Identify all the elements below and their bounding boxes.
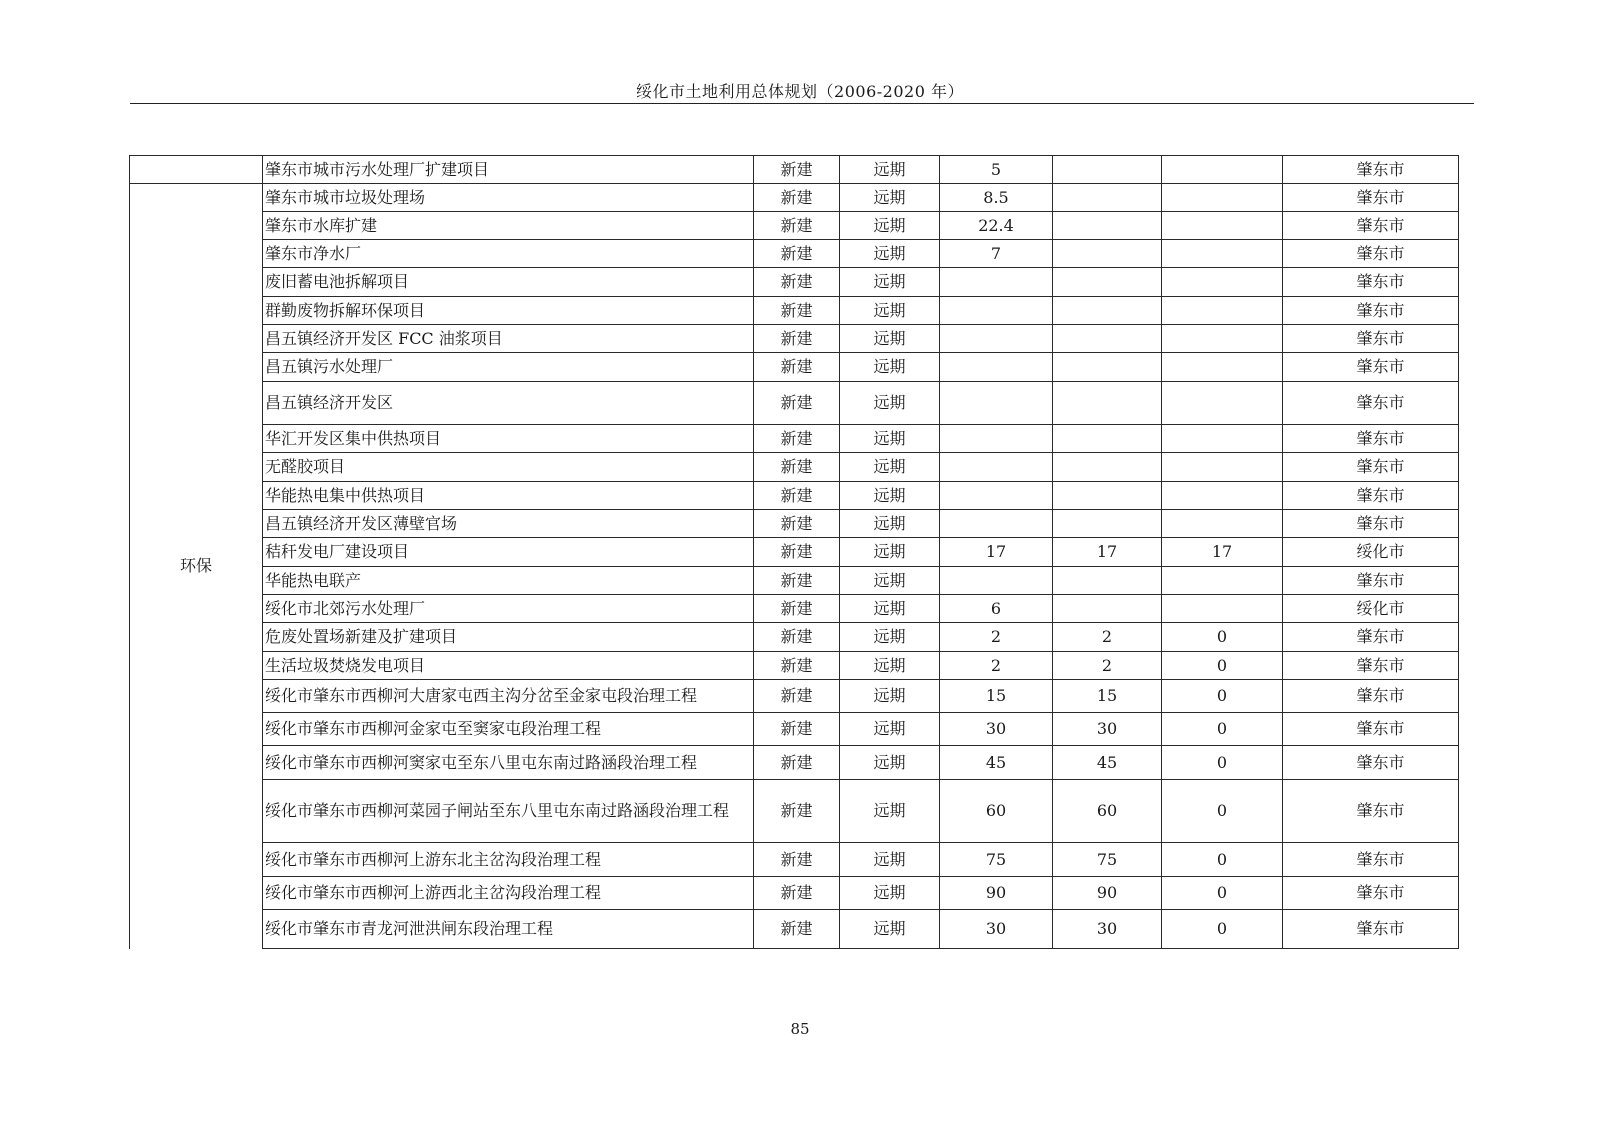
location-cell: 肇东市 [1283, 623, 1459, 652]
project-name-cell: 危废处置场新建及扩建项目 [263, 623, 754, 652]
project-name-cell: 绥化市肇东市西柳河大唐家屯西主沟分岔至金家屯段治理工程 [263, 680, 754, 713]
value1-cell [940, 510, 1053, 538]
value1-cell [940, 382, 1053, 425]
value1-cell: 90 [940, 877, 1053, 910]
value3-cell [1162, 156, 1283, 184]
project-name-cell: 华能热电联产 [263, 567, 754, 595]
location-cell: 肇东市 [1283, 780, 1459, 843]
location-cell: 肇东市 [1283, 212, 1459, 240]
value3-cell [1162, 353, 1283, 382]
value3-cell [1162, 325, 1283, 353]
period-cell: 远期 [840, 268, 940, 297]
construction-type-cell: 新建 [754, 240, 840, 268]
value3-cell [1162, 595, 1283, 623]
table-row [130, 538, 1459, 567]
construction-type-cell: 新建 [754, 843, 840, 877]
table-row [130, 680, 1459, 713]
value2-cell [1053, 595, 1162, 623]
project-name-cell: 昌五镇经济开发区 FCC 油浆项目 [263, 325, 754, 353]
period-cell: 远期 [840, 623, 940, 652]
value1-cell: 30 [940, 910, 1053, 949]
period-cell: 远期 [840, 156, 940, 184]
project-name-cell: 昌五镇经济开发区 [263, 382, 754, 425]
location-cell: 肇东市 [1283, 680, 1459, 713]
value3-cell [1162, 482, 1283, 510]
value2-cell [1053, 567, 1162, 595]
value1-cell: 2 [940, 623, 1053, 652]
value3-cell: 0 [1162, 843, 1283, 877]
value1-cell [940, 297, 1053, 325]
table-row [130, 877, 1459, 910]
location-cell: 肇东市 [1283, 567, 1459, 595]
period-cell: 远期 [840, 567, 940, 595]
construction-type-cell: 新建 [754, 482, 840, 510]
location-cell: 肇东市 [1283, 453, 1459, 482]
value1-cell [940, 567, 1053, 595]
construction-type-cell: 新建 [754, 877, 840, 910]
value1-cell: 7 [940, 240, 1053, 268]
value2-cell: 15 [1053, 680, 1162, 713]
value3-cell: 0 [1162, 780, 1283, 843]
project-name-cell: 群勤废物拆解环保项目 [263, 297, 754, 325]
table-row [130, 240, 1459, 268]
page-number: 85 [790, 1020, 810, 1038]
value2-cell: 45 [1053, 746, 1162, 780]
value1-cell: 5 [940, 156, 1053, 184]
header-rule [130, 103, 1474, 104]
period-cell: 远期 [840, 382, 940, 425]
table-body [130, 156, 1459, 949]
project-name-cell: 绥化市肇东市西柳河上游西北主岔沟段治理工程 [263, 877, 754, 910]
project-name-cell: 肇东市净水厂 [263, 240, 754, 268]
value1-cell: 45 [940, 746, 1053, 780]
location-cell: 肇东市 [1283, 325, 1459, 353]
table-row [130, 184, 1459, 212]
table-row [130, 910, 1459, 949]
construction-type-cell: 新建 [754, 713, 840, 746]
project-name-cell: 绥化市北郊污水处理厂 [263, 595, 754, 623]
value3-cell [1162, 268, 1283, 297]
location-cell: 绥化市 [1283, 538, 1459, 567]
value3-cell [1162, 425, 1283, 453]
project-name-cell: 华能热电集中供热项目 [263, 482, 754, 510]
value3-cell: 0 [1162, 910, 1283, 949]
value1-cell: 75 [940, 843, 1053, 877]
project-name-cell: 绥化市肇东市西柳河上游东北主岔沟段治理工程 [263, 843, 754, 877]
location-cell: 肇东市 [1283, 240, 1459, 268]
project-name-cell: 肇东市城市垃圾处理场 [263, 184, 754, 212]
construction-type-cell: 新建 [754, 910, 840, 949]
value2-cell [1053, 425, 1162, 453]
period-cell: 远期 [840, 910, 940, 949]
value3-cell: 17 [1162, 538, 1283, 567]
table-row [130, 780, 1459, 843]
project-name-cell: 肇东市水库扩建 [263, 212, 754, 240]
value3-cell [1162, 382, 1283, 425]
location-cell: 肇东市 [1283, 382, 1459, 425]
location-cell: 肇东市 [1283, 843, 1459, 877]
construction-type-cell: 新建 [754, 425, 840, 453]
construction-type-cell: 新建 [754, 595, 840, 623]
table-row [130, 297, 1459, 325]
value3-cell: 0 [1162, 623, 1283, 652]
period-cell: 远期 [840, 212, 940, 240]
value3-cell [1162, 297, 1283, 325]
value2-cell: 30 [1053, 910, 1162, 949]
table-row [130, 353, 1459, 382]
construction-type-cell: 新建 [754, 567, 840, 595]
location-cell: 肇东市 [1283, 746, 1459, 780]
project-name-cell: 绥化市肇东市西柳河金家屯至窦家屯段治理工程 [263, 713, 754, 746]
page-header-title: 绥化市土地利用总体规划（2006-2020 年） [636, 82, 964, 101]
location-cell: 肇东市 [1283, 184, 1459, 212]
construction-type-cell: 新建 [754, 268, 840, 297]
table-row [130, 425, 1459, 453]
value3-cell: 0 [1162, 877, 1283, 910]
value3-cell [1162, 240, 1283, 268]
period-cell: 远期 [840, 425, 940, 453]
value3-cell [1162, 184, 1283, 212]
construction-type-cell: 新建 [754, 184, 840, 212]
value1-cell: 2 [940, 652, 1053, 680]
project-name-cell: 废旧蓄电池拆解项目 [263, 268, 754, 297]
value1-cell [940, 268, 1053, 297]
value2-cell [1053, 156, 1162, 184]
location-cell: 肇东市 [1283, 652, 1459, 680]
value2-cell: 2 [1053, 652, 1162, 680]
value2-cell: 2 [1053, 623, 1162, 652]
project-name-cell: 昌五镇污水处理厂 [263, 353, 754, 382]
period-cell: 远期 [840, 652, 940, 680]
construction-type-cell: 新建 [754, 297, 840, 325]
table-row [130, 713, 1459, 746]
project-name-cell: 肇东市城市污水处理厂扩建项目 [263, 156, 754, 184]
value1-cell: 6 [940, 595, 1053, 623]
period-cell: 远期 [840, 780, 940, 843]
value2-cell [1053, 482, 1162, 510]
value1-cell: 8.5 [940, 184, 1053, 212]
table-row [130, 482, 1459, 510]
period-cell: 远期 [840, 297, 940, 325]
value1-cell [940, 453, 1053, 482]
value3-cell [1162, 567, 1283, 595]
value2-cell: 17 [1053, 538, 1162, 567]
category-cell-empty [130, 156, 263, 184]
value1-cell [940, 425, 1053, 453]
construction-type-cell: 新建 [754, 453, 840, 482]
value2-cell [1053, 453, 1162, 482]
value2-cell [1053, 382, 1162, 425]
value2-cell [1053, 325, 1162, 353]
construction-type-cell: 新建 [754, 156, 840, 184]
location-cell: 肇东市 [1283, 482, 1459, 510]
project-name-cell: 秸秆发电厂建设项目 [263, 538, 754, 567]
project-name-cell: 华汇开发区集中供热项目 [263, 425, 754, 453]
table-row [130, 156, 1459, 184]
value2-cell: 90 [1053, 877, 1162, 910]
value2-cell [1053, 268, 1162, 297]
table-row [130, 652, 1459, 680]
period-cell: 远期 [840, 453, 940, 482]
value3-cell [1162, 510, 1283, 538]
table-row [130, 746, 1459, 780]
construction-type-cell: 新建 [754, 325, 840, 353]
value3-cell: 0 [1162, 746, 1283, 780]
period-cell: 远期 [840, 746, 940, 780]
period-cell: 远期 [840, 538, 940, 567]
value1-cell: 17 [940, 538, 1053, 567]
value2-cell [1053, 184, 1162, 212]
location-cell: 肇东市 [1283, 713, 1459, 746]
value3-cell: 0 [1162, 713, 1283, 746]
location-cell: 肇东市 [1283, 910, 1459, 949]
period-cell: 远期 [840, 482, 940, 510]
location-cell: 肇东市 [1283, 297, 1459, 325]
period-cell: 远期 [840, 877, 940, 910]
value1-cell [940, 325, 1053, 353]
period-cell: 远期 [840, 240, 940, 268]
location-cell: 肇东市 [1283, 510, 1459, 538]
table-row [130, 567, 1459, 595]
location-cell: 肇东市 [1283, 877, 1459, 910]
category-cell: 环保 [130, 184, 263, 949]
period-cell: 远期 [840, 325, 940, 353]
construction-type-cell: 新建 [754, 510, 840, 538]
value3-cell [1162, 453, 1283, 482]
location-cell: 绥化市 [1283, 595, 1459, 623]
project-name-cell: 绥化市肇东市西柳河菜园子闸站至东八里屯东南过路涵段治理工程 [263, 780, 754, 843]
value1-cell [940, 482, 1053, 510]
value2-cell [1053, 297, 1162, 325]
period-cell: 远期 [840, 843, 940, 877]
project-name-cell: 绥化市肇东市西柳河窦家屯至东八里屯东南过路涵段治理工程 [263, 746, 754, 780]
period-cell: 远期 [840, 713, 940, 746]
table-row [130, 212, 1459, 240]
location-cell: 肇东市 [1283, 268, 1459, 297]
location-cell: 肇东市 [1283, 156, 1459, 184]
table-row [130, 325, 1459, 353]
construction-type-cell: 新建 [754, 382, 840, 425]
project-name-cell: 昌五镇经济开发区薄壁官场 [263, 510, 754, 538]
value2-cell: 30 [1053, 713, 1162, 746]
period-cell: 远期 [840, 680, 940, 713]
value1-cell: 22.4 [940, 212, 1053, 240]
construction-type-cell: 新建 [754, 353, 840, 382]
value3-cell: 0 [1162, 652, 1283, 680]
period-cell: 远期 [840, 353, 940, 382]
construction-type-cell: 新建 [754, 212, 840, 240]
value2-cell [1053, 353, 1162, 382]
construction-type-cell: 新建 [754, 652, 840, 680]
construction-type-cell: 新建 [754, 623, 840, 652]
period-cell: 远期 [840, 510, 940, 538]
value1-cell [940, 353, 1053, 382]
value2-cell [1053, 510, 1162, 538]
project-name-cell: 生活垃圾焚烧发电项目 [263, 652, 754, 680]
construction-type-cell: 新建 [754, 538, 840, 567]
table-row [130, 382, 1459, 425]
value3-cell: 0 [1162, 680, 1283, 713]
project-table [129, 155, 1459, 949]
period-cell: 远期 [840, 184, 940, 212]
table-row [130, 843, 1459, 877]
value2-cell [1053, 240, 1162, 268]
value2-cell [1053, 212, 1162, 240]
value2-cell: 60 [1053, 780, 1162, 843]
period-cell: 远期 [840, 595, 940, 623]
project-name-cell: 无醛胶项目 [263, 453, 754, 482]
table-row [130, 510, 1459, 538]
table-row [130, 453, 1459, 482]
table-row [130, 623, 1459, 652]
location-cell: 肇东市 [1283, 425, 1459, 453]
construction-type-cell: 新建 [754, 680, 840, 713]
project-name-cell: 绥化市肇东市青龙河泄洪闸东段治理工程 [263, 910, 754, 949]
table-row [130, 268, 1459, 297]
value1-cell: 15 [940, 680, 1053, 713]
construction-type-cell: 新建 [754, 746, 840, 780]
value1-cell: 30 [940, 713, 1053, 746]
location-cell: 肇东市 [1283, 353, 1459, 382]
construction-type-cell: 新建 [754, 780, 840, 843]
value2-cell: 75 [1053, 843, 1162, 877]
table-row [130, 595, 1459, 623]
value1-cell: 60 [940, 780, 1053, 843]
value3-cell [1162, 212, 1283, 240]
